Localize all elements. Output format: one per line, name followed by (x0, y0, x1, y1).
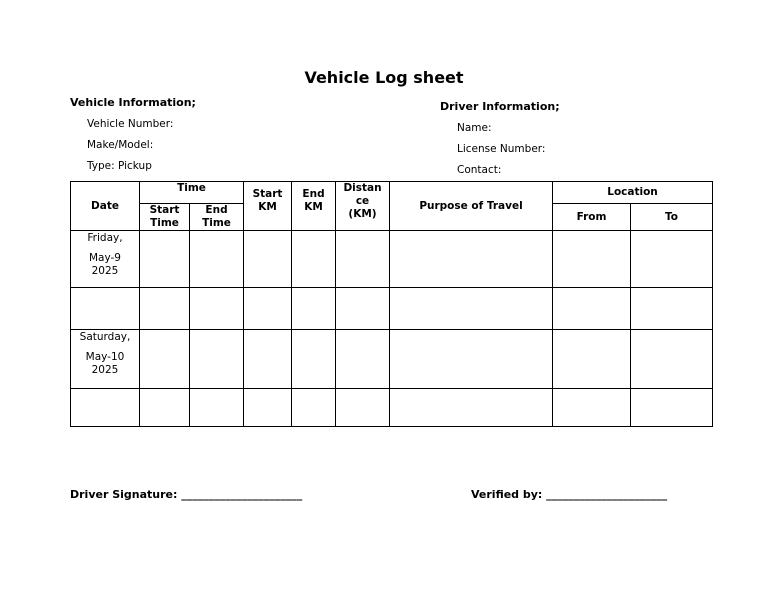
start-time-cell[interactable] (140, 288, 190, 330)
end-time-cell[interactable] (190, 288, 244, 330)
distance-cell[interactable] (336, 389, 390, 427)
driver-name-label: Name: (457, 122, 492, 134)
date-line1: May-9 (89, 252, 121, 264)
driver-signature-line: Driver Signature: ______________________ (70, 488, 303, 501)
date-line1: May-10 (85, 351, 125, 363)
purpose-cell[interactable] (390, 389, 553, 427)
date-cell[interactable] (71, 288, 140, 330)
header-date: Date (71, 182, 140, 231)
header-distance-line1: Distan (343, 182, 382, 194)
page-title: Vehicle Log sheet (304, 68, 464, 87)
header-location: Location (553, 182, 713, 204)
header-end-time (190, 204, 244, 231)
from-cell[interactable] (553, 389, 631, 427)
verified-by-line: Verified by: ______________________ (471, 488, 668, 501)
date-cell[interactable] (71, 330, 140, 389)
end-time-cell[interactable] (190, 330, 244, 389)
header-distance-line3: (KM) (348, 208, 377, 220)
header-purpose: Purpose of Travel (390, 182, 553, 231)
distance-cell[interactable] (336, 288, 390, 330)
purpose-cell[interactable] (390, 330, 553, 389)
date-line2: 2025 (91, 265, 119, 277)
header-start-time-line1: Start (149, 204, 180, 216)
to-cell[interactable] (631, 389, 713, 427)
table-row (71, 389, 713, 427)
start-km-cell[interactable] (244, 330, 292, 389)
vehicle-info-heading: Vehicle Information; (70, 96, 196, 109)
header-start-km (244, 182, 292, 231)
date-cell[interactable] (71, 231, 140, 288)
distance-cell[interactable] (336, 330, 390, 389)
header-to: To (631, 204, 713, 231)
end-km-cell[interactable] (292, 389, 336, 427)
make-model-label: Make/Model: (87, 139, 154, 151)
date-line2: 2025 (91, 364, 119, 376)
start-km-cell[interactable] (244, 288, 292, 330)
end-km-cell[interactable] (292, 330, 336, 389)
table-row (71, 231, 713, 288)
to-cell[interactable] (631, 288, 713, 330)
driver-info-heading: Driver Information; (440, 100, 560, 113)
header-from: From (553, 204, 631, 231)
contact-label: Contact: (457, 164, 502, 176)
header-time: Time (140, 182, 244, 204)
header-end-time-line1: End (205, 204, 228, 216)
purpose-cell[interactable] (390, 288, 553, 330)
end-time-cell[interactable] (190, 231, 244, 288)
header-end-time-line2: Time (202, 217, 231, 229)
from-cell[interactable] (553, 330, 631, 389)
from-cell[interactable] (553, 288, 631, 330)
header-start-time-line2: Time (150, 217, 179, 229)
date-day: Saturday, (79, 331, 131, 343)
date-cell[interactable] (71, 389, 140, 427)
start-time-cell[interactable] (140, 231, 190, 288)
header-distance (336, 182, 390, 231)
start-time-cell[interactable] (140, 389, 190, 427)
header-distance-line2: ce (355, 195, 370, 207)
start-km-cell[interactable] (244, 231, 292, 288)
to-cell[interactable] (631, 231, 713, 288)
table-row (71, 330, 713, 389)
from-cell[interactable] (553, 231, 631, 288)
end-time-cell[interactable] (190, 389, 244, 427)
header-end-km (292, 182, 336, 231)
license-number-label: License Number: (457, 143, 546, 155)
start-km-cell[interactable] (244, 389, 292, 427)
table-row (71, 288, 713, 330)
vehicle-log-table (70, 181, 713, 427)
distance-cell[interactable] (336, 231, 390, 288)
end-km-cell[interactable] (292, 288, 336, 330)
start-time-cell[interactable] (140, 330, 190, 389)
header-end-km-line1: End (302, 188, 325, 200)
date-day: Friday, (87, 232, 123, 244)
vehicle-number-label: Vehicle Number: (87, 118, 174, 130)
header-start-km-line2: KM (258, 201, 277, 213)
vehicle-type-label: Type: Pickup (87, 160, 152, 172)
header-start-time (140, 204, 190, 231)
purpose-cell[interactable] (390, 231, 553, 288)
header-start-km-line1: Start (252, 188, 283, 200)
end-km-cell[interactable] (292, 231, 336, 288)
to-cell[interactable] (631, 330, 713, 389)
header-end-km-line2: KM (304, 201, 323, 213)
